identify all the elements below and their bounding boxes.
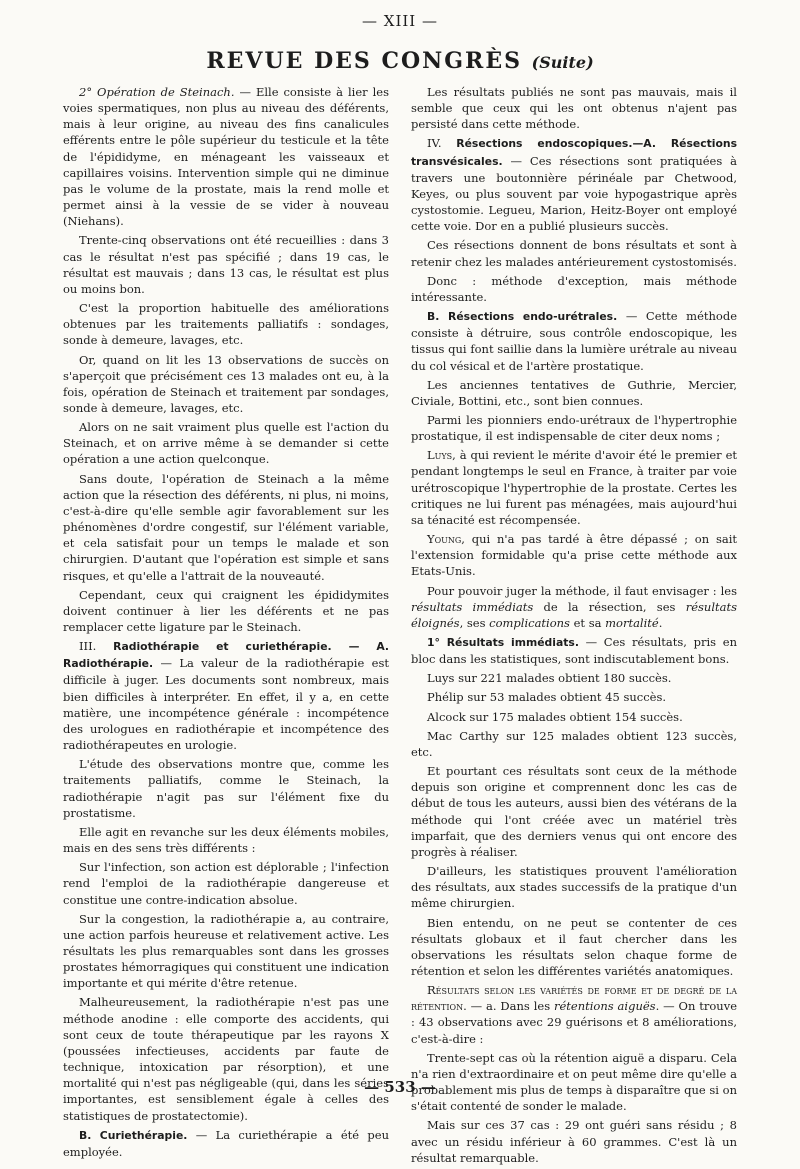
section-number: IV. (427, 136, 457, 151)
paragraph (411, 447, 737, 528)
author-name: Luys (427, 448, 453, 463)
author-name: Young (427, 532, 462, 547)
section-heading: B. Résections endo-urétrales. (427, 310, 618, 324)
section-heading: 2° Opération de Steinach. (79, 85, 235, 99)
paragraph (411, 531, 737, 579)
page-roman-numeral: — XIII — (362, 12, 438, 30)
text-run: et sa (569, 615, 606, 630)
italic-term: mortalité (605, 615, 659, 630)
paragraph (411, 982, 737, 1047)
paragraph: Les résultats publiés ne sont pas mauvais, mais il semble que ceux qui les ont obtenus n'ajent pas persisté dans cette méthode. (411, 85, 737, 132)
paragraph-text: — Ces résections sont pratiquées à travers une boutonnière périnéale par Chetwood, Keyes, ou plus souvent par voie hypogastrique après cystostomie. Legueu, Marion, Heitz-Boyer ont employé cette voie. Dor en a publié plusieurs succès. (411, 153, 737, 234)
italic-term: complications (489, 615, 570, 630)
section-heading: Radiothérapie et curiethérapie. — A. Radiothérapie. (63, 640, 389, 671)
paragraph: Alors on ne sait vraiment plus quelle est l'action du Steinach, et on arrive même à se demander si cette opération a une action quelconque. (63, 420, 389, 467)
paragraph-text: , qui n'a pas tardé à être dépassé ; on sait l'extension formidable qu'a prise cette méthode aux Etats-Unis. (411, 532, 737, 579)
text-run: Pour pouvoir juger la méthode, il faut envisager : les (427, 583, 737, 598)
paragraph-text: — Elle consiste à lier les voies spermatiques, non plus au niveau des déférents, mais à leur origine, au niveau des fins canalicules efférents entre le pôle supérieur du testicule et la tête de l'épididyme, en ménageant les vaisseaux et capillaires voisins. Intervention simple qui ne diminue pas le volume de la prostate, mais la rend molle et permet ainsi à la vessie de se vider à nouveau (Niehans). (63, 85, 389, 229)
italic-term: rétentions aiguës (554, 999, 656, 1014)
right-column (411, 84, 737, 1169)
paragraph: D'ailleurs, les statistiques prouvent l'amélioration des résultats, aux stades successifs de la pratique d'un même chirurgien. (411, 864, 737, 911)
section-heading: Résections endoscopiques.—A. Résections transvésicales. (411, 137, 737, 168)
result-line: Alcock sur 175 malades obtient 154 succès. (427, 709, 683, 724)
paragraph: Malheureusement, la radiothérapie n'est pas une méthode anodine : elle comporte des accidents, qui sont ceux de toute thérapeutique par les rayons X (poussées infectieuses, accidents par faute de technique, intoxication par résorption), et une mortalité qui n'est pas négligeable (qui, dans les séries importantes, est sensiblement égale à celles des statistiques de prostatectomie). (63, 995, 389, 1123)
paragraph (63, 638, 389, 753)
paragraph: Ces résections donnent de bons résultats et sont à retenir chez les malades antérieurement cystostomisés. (411, 238, 737, 269)
paragraph-text: , à qui revient le mérite d'avoir été le premier et pendant longtemps le seul en France, à traiter par voie urétroscopique l'hypertrophie de la prostate. Certes les critiques ne lui furent pas ménagées, mais aujourd'hui sa ténacité est récompensée. (411, 448, 737, 527)
paragraph: Elle agit en revanche sur les deux éléments mobiles, mais en des sens très différents : (63, 824, 389, 856)
text-run: — a. Dans les (466, 999, 554, 1014)
page-title (0, 48, 800, 74)
paragraph: Et pourtant ces résultats sont ceux de la méthode depuis son origine et comprennent donc les cas de début de tous les auteurs, aussi bien des vétérans de la méthode qui l'ont créée avec un matériel très imparfait, que des derniers venus qui ont encore des progrès à réaliser. (411, 764, 737, 859)
text-run: , ses (459, 615, 490, 630)
subsection-heading: Résultats selon les variétés de forme et de degré de la rétention. (411, 983, 737, 1014)
paragraph: Trente-cinq observations ont été recueillies : dans 3 cas le résultat n'est pas spécifié ; dans 19 cas, le résultat est mauvais ; dans 13 cas, le résultat est plus ou moins bon. (63, 233, 389, 296)
paragraph (411, 308, 737, 374)
paragraph-text: — La valeur de la radiothérapie est difficile à juger. Les documents sont nombreux, mais bien difficiles à interpréter. En effet, il y a, en cette matière, une incompétence générale : incompétence des urologues en radiothérapie et incompétence des radiothérapeutes en urologie. (63, 656, 389, 753)
paragraph: Sans doute, l'opération de Steinach a la même action que la résection des déférents, ni plus, ni moins, c'est-à-dire qu'elle semble agir favorablement sur les phénomènes d'ordre congestif, sur l'élément variable, et cela satisfait pour un temps le malade et son chirurgien. D'autant que l'opération est simple et sans risques, et qu'elle a l'attrait de la nouveauté. (63, 471, 389, 583)
left-column (63, 84, 389, 1163)
italic-term: résultats immédiats (411, 599, 534, 614)
paragraph: Mais sur ces 37 cas : 29 ont guéri sans résidu ; 8 avec un résidu inférieur à 60 grammes. C'est là un résultat remarquable. (411, 1118, 737, 1165)
paragraph (63, 84, 389, 229)
paragraph: Les anciennes tentatives de Guthrie, Mercier, Civiale, Bottini, etc., sont bien connues. (411, 377, 737, 408)
section-heading: 1° Résultats immédiats. (427, 636, 579, 649)
paragraph-text: — Cette méthode consiste à détruire, sous contrôle endoscopique, les tissus qui font saillie dans la lumière urétrale au niveau du col vésical et de l'artère prostatique. (411, 309, 737, 373)
paragraph (411, 135, 737, 234)
paragraph: L'étude des observations montre que, comme les traitements palliatifs, comme le Steinach, la radiothérapie n'agit pas sur l'élément fixe du prostatisme. (63, 757, 389, 820)
paragraph-text: — La curiethérapie a été peu employée. (63, 1127, 390, 1159)
paragraph: Trente-sept cas où la rétention aiguë a disparu. Cela n'a rien d'extraordinaire et on peut même dire qu'elle a probablement mis plus de temps à disparaître que si on s'était contenté de sonder le malade. (411, 1050, 737, 1114)
paragraph (63, 1127, 389, 1160)
paragraph: Cependant, ceux qui craignent les épididymites doivent continuer à lier les déférents et ne pas remplacer cette ligature par le Steinach. (63, 587, 389, 634)
paragraph: Parmi les pionniers endo-urétraux de l'hypertrophie prostatique, il est indispensable de citer deux noms ; (411, 412, 737, 444)
result-line: Luys sur 221 malades obtient 180 succès. (427, 671, 672, 686)
paragraph: Or, quand on lit les 13 observations de succès on s'aperçoit que précisément ces 13 malades ont eu, à la fois, opération de Steinach et traitement par sondages, sonde à demeure, lavages, etc. (63, 352, 389, 415)
section-number: III. (79, 639, 114, 654)
paragraph: Bien entendu, on ne peut se contenter de ces résultats globaux et il faut chercher dans les observations les résultats selon chaque forme de rétention et selon les différentes variétés anatomiques. (411, 915, 737, 978)
page-number: — 533 — (364, 1078, 436, 1096)
paragraph (411, 583, 737, 631)
title-text: REVUE DES CONGRÈS (206, 48, 522, 74)
paragraph: Sur la congestion, la radiothérapie a, au contraire, une action parfois heureuse et relativement active. Les résultats les plus remarquables sont dans les grosses prostates hémorragiques qui constituent une indication importante et qui mérite d'être retenue. (63, 911, 389, 991)
paragraph: C'est la proportion habituelle des améliorations obtenues par les traitements palliatifs : sondages, sonde à demeure, lavages, etc. (63, 301, 389, 348)
italic-term: résultats éloignés (411, 599, 737, 630)
text-run: . (658, 615, 663, 630)
section-heading: B. Curiethérapie. (79, 1128, 188, 1142)
title-suffix: (Suite) (531, 53, 594, 72)
text-run: de la résection, ses (533, 599, 686, 614)
paragraph: Sur l'infection, son action est déplorable ; l'infection rend l'emploi de la radiothérapie dangereuse et constitue une contre-indication absolue. (63, 860, 389, 907)
result-line: Phélip sur 53 malades obtient 45 succès. (427, 690, 667, 705)
paragraph-text: — Ces résultats, pris en bloc dans les statistiques, sont indiscutablement bons. (411, 635, 737, 667)
paragraph (411, 634, 737, 667)
result-line: Mac Carthy sur 125 malades obtient 123 succès, etc. (411, 728, 737, 759)
paragraph: Donc : méthode d'exception, mais méthode intéressante. (411, 273, 737, 304)
text-run: . — On trouve : 43 observations avec 29 guérisons et 8 améliorations, c'est-à-dire : (411, 999, 737, 1046)
